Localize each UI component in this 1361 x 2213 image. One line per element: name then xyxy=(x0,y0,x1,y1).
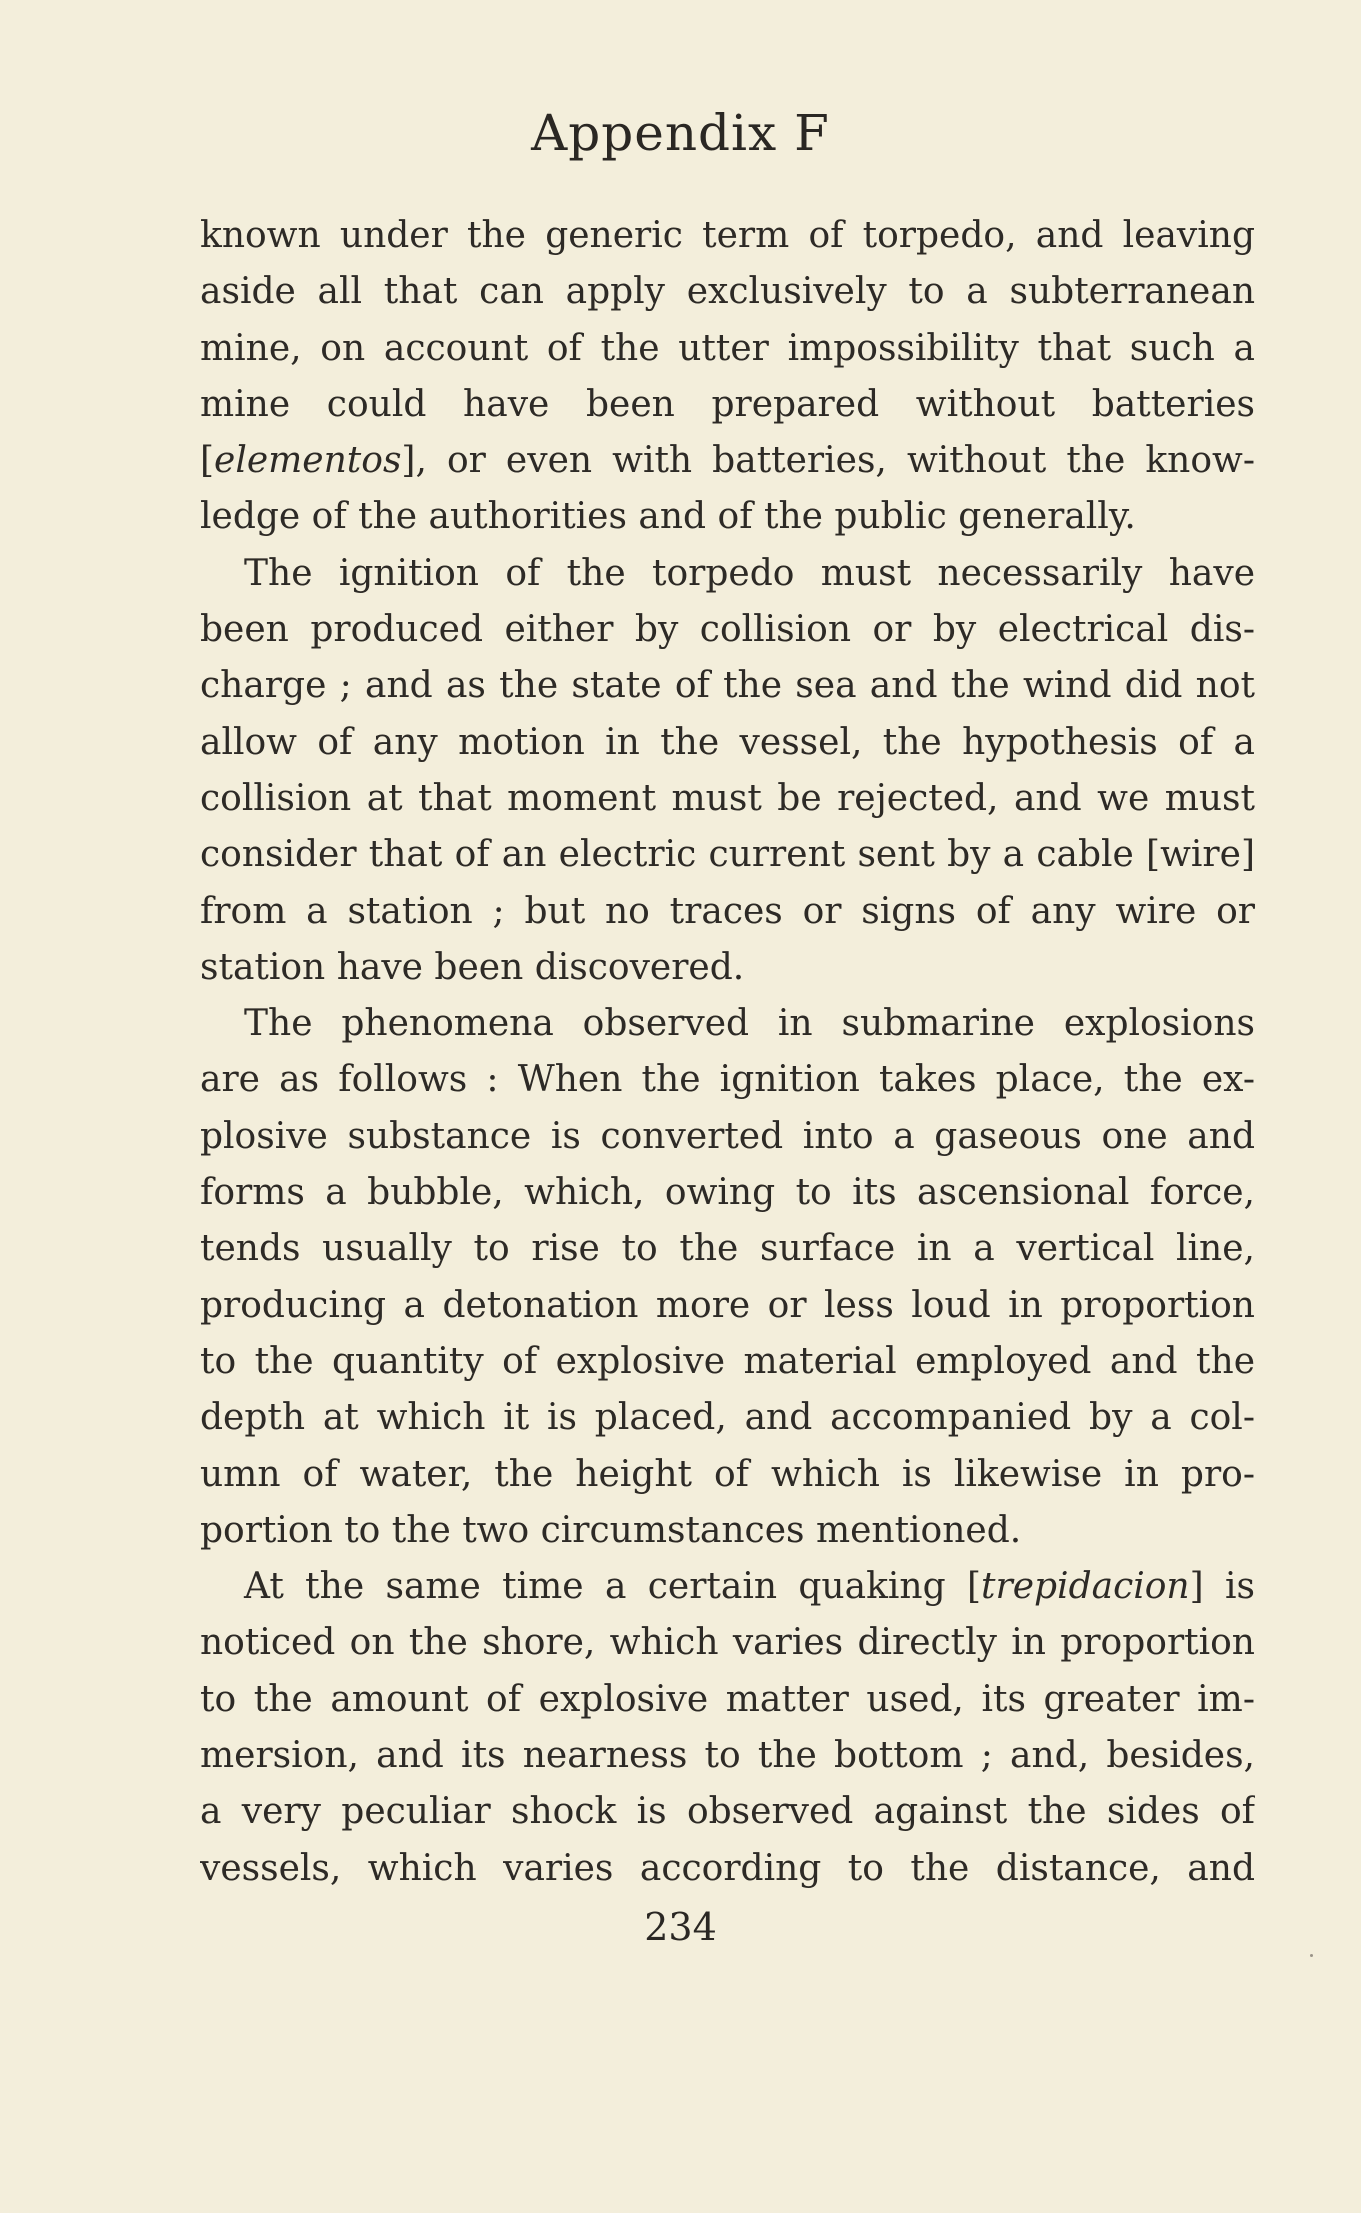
text-line: depth at which it is placed, and accompanied by a col- xyxy=(200,1397,1255,1439)
text-line: portion to the two circumstances mentioned. xyxy=(200,1509,1022,1551)
page-number: 234 xyxy=(644,1905,717,1949)
text-line: mine could have been prepared without batteries xyxy=(200,383,1255,425)
italic-term: elementos xyxy=(214,440,402,482)
text-line: to the quantity of explosive material employed and the xyxy=(200,1340,1255,1382)
italic-term: trepidacion xyxy=(981,1566,1190,1608)
text-line: known under the generic term of torpedo, and leaving xyxy=(200,215,1255,256)
text-line: been produced either by collision or by electrical dis- xyxy=(200,609,1255,651)
line-text: At the same time a certain quaking [ xyxy=(244,1566,982,1608)
text-line: collision at that moment must be rejected, and we must xyxy=(200,777,1255,819)
text-line: are as follows : When the ignition takes place, the ex- xyxy=(200,1059,1255,1101)
text-line: tends usually to rise to the surface in a vertical line, xyxy=(200,1228,1255,1270)
line-text: [ xyxy=(200,440,215,482)
text-line xyxy=(200,433,1255,489)
paper-speck xyxy=(1310,1954,1313,1957)
text-line: ledge of the authorities and of the public generally. xyxy=(200,496,1136,538)
text-line: mine, on account of the utter impossibility that such a xyxy=(200,327,1255,369)
text-line: allow of any motion in the vessel, the hypothesis of a xyxy=(200,721,1255,763)
text-line: aside all that can apply exclusively to a subterranean xyxy=(200,271,1255,313)
text-line: from a station ; but no traces or signs of any wire or xyxy=(200,890,1255,932)
text-line: plosive substance is converted into a gaseous one and xyxy=(200,1115,1255,1157)
text-line: mersion, and its nearness to the bottom ; and, besides, xyxy=(200,1735,1255,1777)
line-text: ] is xyxy=(1189,1566,1255,1608)
text-line xyxy=(200,1559,1255,1615)
text-line: producing a detonation more or less loud in proportion xyxy=(200,1284,1255,1326)
running-head: Appendix F xyxy=(531,104,830,162)
text-line: consider that of an electric current sent by a cable [wire] xyxy=(200,834,1255,876)
text-line: forms a bubble, which, owing to its ascensional force, xyxy=(200,1172,1255,1214)
text-line: to the amount of explosive matter used, its greater im- xyxy=(200,1678,1255,1720)
text-line: vessels, which varies according to the distance, and xyxy=(200,1847,1255,1889)
text-line: station have been discovered. xyxy=(200,946,745,988)
text-line: The phenomena observed in submarine explosions xyxy=(244,1003,1255,1045)
text-line: charge ; and as the state of the sea and the wind did not xyxy=(200,665,1255,707)
text-line: noticed on the shore, which varies directly in proportion xyxy=(200,1622,1255,1664)
text-line: a very peculiar shock is observed against the sides of xyxy=(200,1791,1255,1833)
text-line: umn of water, the height of which is likewise in pro- xyxy=(200,1453,1255,1495)
line-text: ], or even with batteries, without the know- xyxy=(401,440,1255,482)
text-line: The ignition of the torpedo must necessarily have xyxy=(244,552,1255,594)
body-text xyxy=(200,208,1255,1897)
